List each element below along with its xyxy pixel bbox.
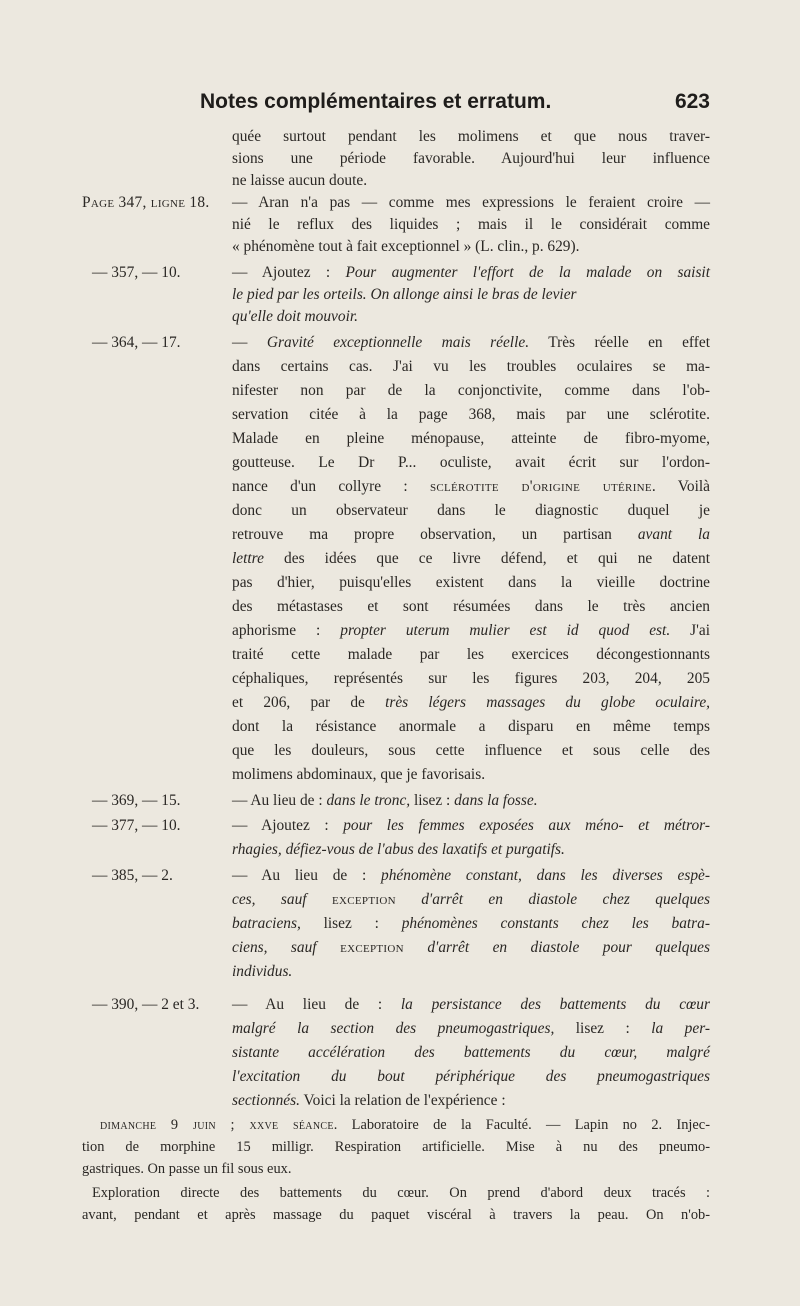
text-run: quée surtout pendant les molimens et que nous traver- <box>232 128 710 145</box>
text-line <box>232 148 710 170</box>
text-run: tion de morphine 15 milligr. Respiration artificielle. Mise à nu des pneumo- <box>82 1139 710 1155</box>
text-run: goutteuse. Le Dr P... oculiste, avait écrit sur l'ordon- <box>232 454 710 471</box>
text-run: dans le tronc, <box>326 792 411 809</box>
text-run: lisez : <box>410 792 455 809</box>
text-run: donc un observateur dans le diagnostic duquel je <box>232 502 710 519</box>
text-run: la per- <box>651 1020 710 1037</box>
text-run: qu'elle doit mouvoir. <box>232 308 358 325</box>
erratum-entry-385 <box>92 865 710 887</box>
text-line <box>232 170 710 192</box>
text-run: . Voilà <box>651 478 710 495</box>
text-line <box>232 380 710 402</box>
text-line <box>232 306 710 328</box>
text-run: ne laisse aucun doute. <box>232 172 368 189</box>
text-line <box>232 356 710 378</box>
text-run: . Laboratoire de la Faculté. — Lapin no 2. Injec- <box>333 1117 710 1133</box>
erratum-reference: — 377, — 10. <box>92 817 181 834</box>
text-run: — Au lieu de : <box>232 996 401 1013</box>
text-line <box>232 716 710 738</box>
text-run: sclérotite d'origine utérine <box>429 478 652 495</box>
text-line <box>232 1066 710 1088</box>
text-line <box>232 548 710 570</box>
text-line <box>232 524 710 546</box>
text-line <box>232 572 710 594</box>
erratum-reference: — 390, — 2 et 3. <box>92 996 200 1013</box>
erratum-entry-357 <box>92 262 710 284</box>
text-run: phénomène constant, dans les diverses espè- <box>381 867 710 884</box>
text-run: aphorisme : <box>232 622 341 639</box>
text-line <box>232 1042 710 1064</box>
text-run: sions une période favorable. Aujourd'hui leur influence <box>232 150 710 167</box>
text-run: batraciens, <box>232 915 301 932</box>
text-line <box>232 668 710 690</box>
text-run: des idées que ce livre défend, et qui ne datent <box>263 550 710 567</box>
text-run <box>232 332 710 354</box>
text-line <box>232 913 710 935</box>
text-run: sectionnés. <box>232 1092 300 1109</box>
experiment-line <box>92 1182 710 1204</box>
text-line <box>232 839 710 861</box>
text-run: d'arrêt en diastole pour quelques <box>403 939 710 956</box>
text-line <box>232 692 710 714</box>
text-run: individus. <box>232 963 293 980</box>
experiment-line <box>82 1136 710 1158</box>
text-run: rhagies, défiez-vous de l'abus des laxatifs et purgatifs. <box>232 841 565 858</box>
experiment-line <box>82 1204 710 1226</box>
text-run: traité cette malade par les exercices décongestionnants <box>232 646 710 663</box>
text-run: Malade en pleine ménopause, atteinte de fibro-myome, <box>232 430 710 447</box>
text-run: — Ajoutez : <box>232 264 346 281</box>
experiment-line <box>82 1158 710 1180</box>
text-line <box>232 214 710 236</box>
text-run: ciens, sauf <box>232 939 341 956</box>
text-line <box>232 284 710 306</box>
text-line <box>232 620 710 642</box>
text-run: dimanche 9 juin ; xxve séance <box>100 1117 334 1133</box>
running-title: Notes complémentaires et erratum. <box>200 90 552 113</box>
erratum-reference: — 364, — 17. <box>92 334 181 351</box>
text-run: pas d'hier, puisqu'elles existent dans la vieille doctrine <box>232 574 710 591</box>
text-run: propter uterum mulier est id quod est. <box>340 622 671 639</box>
text-run: J'ai <box>670 622 711 639</box>
erratum-reference: — 385, — 2. <box>92 867 173 884</box>
text-line <box>232 236 710 258</box>
text-line <box>232 937 710 959</box>
text-run: lisez : <box>300 915 402 932</box>
text-line <box>232 452 710 474</box>
text-run: « phénomène tout à fait exceptionnel » (L. clin., p. 629). <box>232 238 580 255</box>
text-run: et 206, par de <box>232 694 386 711</box>
experiment-line <box>100 1114 710 1136</box>
text-run: pour les femmes exposées aux méno- et métror- <box>343 817 710 834</box>
text-line <box>232 596 710 618</box>
text-line <box>232 889 710 911</box>
text-run: phénomènes constants chez les batra- <box>401 915 710 932</box>
text-line <box>232 764 710 786</box>
text-run: — Au lieu de : <box>232 792 327 809</box>
text-run: lettre <box>232 550 264 567</box>
text-run: dans certains cas. J'ai vu les troubles oculaires se ma- <box>232 358 710 375</box>
text-run: dont la résistance anormale a disparu en même temps <box>232 718 710 735</box>
text-run: exception <box>340 939 404 956</box>
text-run: — Au lieu de : <box>232 867 382 884</box>
text-run: dans la fosse. <box>454 792 538 809</box>
erratum-reference: Page 347, ligne 18. <box>82 194 210 211</box>
text-run <box>232 994 710 1016</box>
text-run: retrouve ma propre observation, un partisan <box>232 526 638 543</box>
text-line <box>232 126 710 148</box>
text-line <box>232 1090 710 1112</box>
text-run: avant, pendant et après massage du paquet viscéral à travers la peau. On n'ob- <box>82 1207 710 1223</box>
text-run: servation citée à la page 368, mais par une sclérotite. <box>232 406 710 423</box>
text-run <box>232 262 710 284</box>
erratum-entry-347 <box>82 192 710 214</box>
erratum-reference: — 357, — 10. <box>92 264 181 281</box>
erratum-entry-364 <box>92 332 710 354</box>
text-line <box>232 500 710 522</box>
text-run: des métastases et sont résumées dans le très ancien <box>232 598 710 615</box>
text-run: l'excitation du bout périphérique des pneumogastriques <box>232 1068 710 1085</box>
text-run: — <box>232 334 267 351</box>
text-run: nance d'un collyre : <box>232 478 430 495</box>
text-run <box>232 815 710 837</box>
text-run: très légers massages du globe oculaire, <box>385 694 710 711</box>
text-run: d'arrêt en diastole chez quelques <box>395 891 710 908</box>
text-run <box>232 790 538 812</box>
text-run: exception <box>332 891 396 908</box>
text-run: Voici la relation de l'expérience : <box>299 1092 506 1109</box>
text-run: Très réelle en effet <box>529 334 710 351</box>
text-run: Gravité exceptionnelle mais réelle. <box>266 334 530 351</box>
page-number: 623 <box>674 90 710 113</box>
text-run <box>232 865 710 887</box>
erratum-entry-390 <box>92 994 710 1016</box>
text-run: — Ajoutez : <box>232 817 344 834</box>
text-run: lisez : <box>554 1020 652 1037</box>
text-line <box>232 476 710 498</box>
text-run: gastriques. On passe un fil sous eux. <box>82 1161 292 1177</box>
text-run: nifester non par de la conjonctivite, comme dans l'ob- <box>232 382 710 399</box>
text-run: que les douleurs, sous cette influence et sous celle des <box>232 742 710 759</box>
text-run: malgré la section des pneumogastriques, <box>232 1020 555 1037</box>
erratum-entry-369 <box>92 790 710 812</box>
erratum-reference: — 369, — 15. <box>92 792 181 809</box>
text-line <box>232 644 710 666</box>
text-run: la persistance des battements du cœur <box>400 996 710 1013</box>
text-run: Pour augmenter l'effort de la malade on saisit <box>345 264 710 281</box>
text-line <box>232 1018 710 1040</box>
text-run: le pied par les orteils. On allonge ainsi le bras de levier <box>232 286 577 303</box>
text-line <box>232 961 710 983</box>
text-run: nié le reflux des liquides ; mais il le considérait comme <box>232 216 710 233</box>
text-run: molimens abdominaux, que je favorisais. <box>232 766 486 783</box>
text-run: Exploration directe des battements du cœur. On prend d'abord deux tracés : <box>92 1185 710 1201</box>
text-run: avant la <box>637 526 710 543</box>
text-line <box>232 404 710 426</box>
text-run: ces, sauf <box>232 891 332 908</box>
text-run: céphaliques, représentés sur les figures 203, 204, 205 <box>232 670 710 687</box>
text-line <box>232 428 710 450</box>
text-run: sistante accélération des battements du cœur, malgré <box>232 1044 710 1061</box>
text-run: — Aran n'a pas — comme mes expressions le feraient croire — <box>232 194 710 211</box>
text-line <box>232 740 710 762</box>
erratum-entry-377 <box>92 815 710 837</box>
